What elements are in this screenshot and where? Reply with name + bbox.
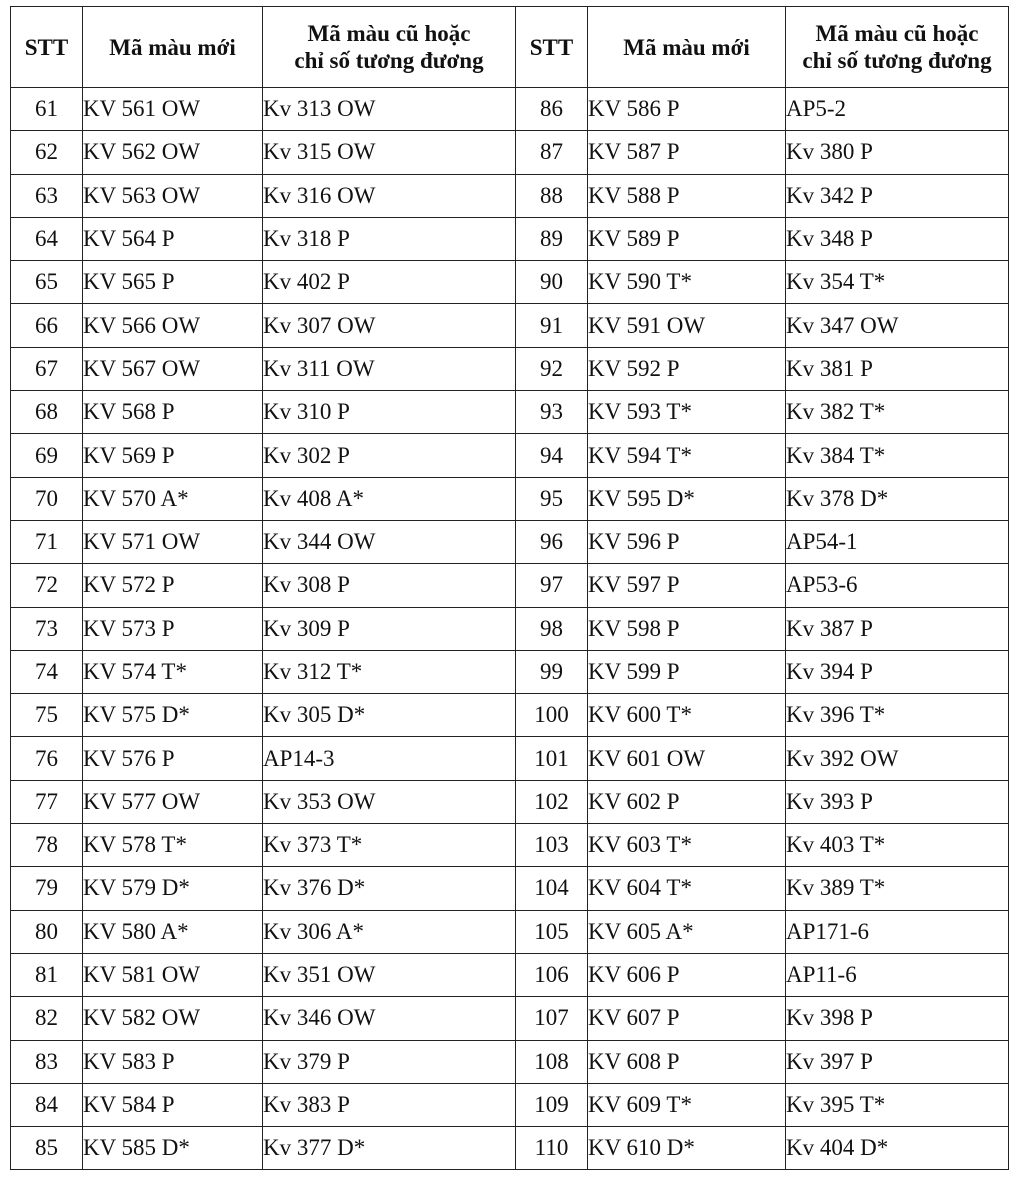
old-code-cell-right: Kv 394 P [786, 650, 1009, 693]
table-row [11, 997, 1009, 1040]
new-code-cell-left: KV 575 D* [83, 694, 263, 737]
old-code-cell-left: Kv 344 OW [263, 520, 516, 563]
new-code-cell-left: KV 583 P [83, 1040, 263, 1083]
table-header-row [11, 7, 1009, 88]
stt-cell-right: 96 [516, 520, 588, 563]
new-code-cell-left: KV 581 OW [83, 953, 263, 996]
table-row [11, 910, 1009, 953]
new-code-cell-right: KV 606 P [588, 953, 786, 996]
new-code-cell-right: KV 602 P [588, 780, 786, 823]
stt-cell-left: 85 [11, 1127, 83, 1170]
old-code-cell-right: Kv 396 T* [786, 694, 1009, 737]
stt-cell-right: 107 [516, 997, 588, 1040]
old-code-cell-left: Kv 306 A* [263, 910, 516, 953]
header-stt-right: STT [516, 7, 588, 88]
stt-cell-left: 62 [11, 131, 83, 174]
old-code-cell-left: Kv 308 P [263, 564, 516, 607]
new-code-cell-right: KV 600 T* [588, 694, 786, 737]
color-code-table [10, 6, 1009, 1170]
header-old-code-line1: Mã màu cũ hoặc [815, 21, 979, 46]
stt-cell-right: 90 [516, 261, 588, 304]
table-row [11, 304, 1009, 347]
old-code-cell-right: Kv 387 P [786, 607, 1009, 650]
new-code-cell-right: KV 603 T* [588, 824, 786, 867]
stt-cell-left: 72 [11, 564, 83, 607]
old-code-cell-left: Kv 315 OW [263, 131, 516, 174]
header-stt-left: STT [11, 7, 83, 88]
stt-cell-right: 109 [516, 1083, 588, 1126]
table-row [11, 434, 1009, 477]
new-code-cell-left: KV 571 OW [83, 520, 263, 563]
new-code-cell-left: KV 568 P [83, 391, 263, 434]
stt-cell-left: 70 [11, 477, 83, 520]
new-code-cell-right: KV 587 P [588, 131, 786, 174]
stt-cell-left: 84 [11, 1083, 83, 1126]
new-code-cell-left: KV 578 T* [83, 824, 263, 867]
table-row [11, 131, 1009, 174]
new-code-cell-right: KV 596 P [588, 520, 786, 563]
new-code-cell-right: KV 594 T* [588, 434, 786, 477]
new-code-cell-left: KV 567 OW [83, 347, 263, 390]
table-row [11, 347, 1009, 390]
new-code-cell-left: KV 577 OW [83, 780, 263, 823]
stt-cell-right: 98 [516, 607, 588, 650]
table-row [11, 261, 1009, 304]
old-code-cell-left: Kv 373 T* [263, 824, 516, 867]
new-code-cell-right: KV 610 D* [588, 1127, 786, 1170]
new-code-cell-right: KV 598 P [588, 607, 786, 650]
old-code-cell-left: Kv 309 P [263, 607, 516, 650]
new-code-cell-left: KV 582 OW [83, 997, 263, 1040]
header-old-code-line2: chỉ số tương đương [802, 48, 992, 73]
table-row [11, 564, 1009, 607]
header-new-code-left: Mã màu mới [83, 7, 263, 88]
stt-cell-left: 73 [11, 607, 83, 650]
new-code-cell-left: KV 584 P [83, 1083, 263, 1126]
old-code-cell-left: Kv 379 P [263, 1040, 516, 1083]
table-row [11, 1040, 1009, 1083]
stt-cell-left: 71 [11, 520, 83, 563]
stt-cell-left: 61 [11, 88, 83, 131]
table-row [11, 520, 1009, 563]
stt-cell-left: 79 [11, 867, 83, 910]
stt-cell-right: 86 [516, 88, 588, 131]
old-code-cell-right: Kv 389 T* [786, 867, 1009, 910]
old-code-cell-left: Kv 402 P [263, 261, 516, 304]
new-code-cell-right: KV 608 P [588, 1040, 786, 1083]
stt-cell-left: 67 [11, 347, 83, 390]
stt-cell-left: 63 [11, 174, 83, 217]
stt-cell-right: 105 [516, 910, 588, 953]
new-code-cell-left: KV 573 P [83, 607, 263, 650]
new-code-cell-right: KV 605 A* [588, 910, 786, 953]
new-code-cell-left: KV 569 P [83, 434, 263, 477]
old-code-cell-left: AP14-3 [263, 737, 516, 780]
stt-cell-right: 93 [516, 391, 588, 434]
new-code-cell-left: KV 565 P [83, 261, 263, 304]
table-row [11, 780, 1009, 823]
table-row [11, 953, 1009, 996]
old-code-cell-left: Kv 376 D* [263, 867, 516, 910]
old-code-cell-right: Kv 380 P [786, 131, 1009, 174]
old-code-cell-right: AP11-6 [786, 953, 1009, 996]
new-code-cell-left: KV 574 T* [83, 650, 263, 693]
new-code-cell-left: KV 579 D* [83, 867, 263, 910]
stt-cell-left: 78 [11, 824, 83, 867]
stt-cell-left: 74 [11, 650, 83, 693]
new-code-cell-left: KV 562 OW [83, 131, 263, 174]
new-code-cell-right: KV 609 T* [588, 1083, 786, 1126]
old-code-cell-right: Kv 395 T* [786, 1083, 1009, 1126]
stt-cell-left: 76 [11, 737, 83, 780]
stt-cell-left: 81 [11, 953, 83, 996]
new-code-cell-right: KV 599 P [588, 650, 786, 693]
old-code-cell-left: Kv 310 P [263, 391, 516, 434]
stt-cell-right: 100 [516, 694, 588, 737]
table-row [11, 694, 1009, 737]
stt-cell-right: 110 [516, 1127, 588, 1170]
old-code-cell-right: AP171-6 [786, 910, 1009, 953]
old-code-cell-right: AP5-2 [786, 88, 1009, 131]
old-code-cell-left: Kv 408 A* [263, 477, 516, 520]
stt-cell-right: 87 [516, 131, 588, 174]
old-code-cell-left: Kv 313 OW [263, 88, 516, 131]
old-code-cell-right: Kv 384 T* [786, 434, 1009, 477]
new-code-cell-left: KV 572 P [83, 564, 263, 607]
old-code-cell-left: Kv 353 OW [263, 780, 516, 823]
new-code-cell-right: KV 588 P [588, 174, 786, 217]
new-code-cell-left: KV 570 A* [83, 477, 263, 520]
table-row [11, 650, 1009, 693]
table-row [11, 607, 1009, 650]
old-code-cell-right: Kv 393 P [786, 780, 1009, 823]
header-old-code-line1: Mã màu cũ hoặc [307, 21, 471, 46]
stt-cell-left: 65 [11, 261, 83, 304]
old-code-cell-right: Kv 392 OW [786, 737, 1009, 780]
stt-cell-right: 97 [516, 564, 588, 607]
table-row [11, 88, 1009, 131]
old-code-cell-left: Kv 318 P [263, 217, 516, 260]
new-code-cell-right: KV 593 T* [588, 391, 786, 434]
new-code-cell-right: KV 604 T* [588, 867, 786, 910]
table-row [11, 737, 1009, 780]
stt-cell-right: 92 [516, 347, 588, 390]
new-code-cell-left: KV 564 P [83, 217, 263, 260]
stt-cell-right: 108 [516, 1040, 588, 1083]
stt-cell-right: 106 [516, 953, 588, 996]
old-code-cell-left: Kv 377 D* [263, 1127, 516, 1170]
new-code-cell-right: KV 595 D* [588, 477, 786, 520]
table-row [11, 824, 1009, 867]
new-code-cell-right: KV 601 OW [588, 737, 786, 780]
old-code-cell-right: Kv 381 P [786, 347, 1009, 390]
new-code-cell-right: KV 591 OW [588, 304, 786, 347]
table-row [11, 477, 1009, 520]
table-row [11, 1083, 1009, 1126]
new-code-cell-left: KV 576 P [83, 737, 263, 780]
old-code-cell-right: Kv 403 T* [786, 824, 1009, 867]
old-code-cell-left: Kv 302 P [263, 434, 516, 477]
stt-cell-right: 88 [516, 174, 588, 217]
old-code-cell-left: Kv 305 D* [263, 694, 516, 737]
stt-cell-left: 82 [11, 997, 83, 1040]
table-row [11, 217, 1009, 260]
old-code-cell-left: Kv 307 OW [263, 304, 516, 347]
header-old-code-line2: chỉ số tương đương [294, 48, 484, 73]
stt-cell-left: 66 [11, 304, 83, 347]
stt-cell-right: 102 [516, 780, 588, 823]
old-code-cell-left: Kv 346 OW [263, 997, 516, 1040]
old-code-cell-left: Kv 383 P [263, 1083, 516, 1126]
stt-cell-left: 75 [11, 694, 83, 737]
old-code-cell-right: Kv 382 T* [786, 391, 1009, 434]
stt-cell-right: 101 [516, 737, 588, 780]
header-old-code-left [263, 7, 516, 88]
old-code-cell-right: Kv 378 D* [786, 477, 1009, 520]
table-row [11, 174, 1009, 217]
old-code-cell-right: Kv 397 P [786, 1040, 1009, 1083]
stt-cell-right: 91 [516, 304, 588, 347]
old-code-cell-left: Kv 351 OW [263, 953, 516, 996]
stt-cell-left: 83 [11, 1040, 83, 1083]
new-code-cell-right: KV 607 P [588, 997, 786, 1040]
old-code-cell-right: Kv 398 P [786, 997, 1009, 1040]
table-row [11, 867, 1009, 910]
stt-cell-right: 99 [516, 650, 588, 693]
header-old-code-right [786, 7, 1009, 88]
table-row [11, 391, 1009, 434]
new-code-cell-right: KV 590 T* [588, 261, 786, 304]
new-code-cell-left: KV 580 A* [83, 910, 263, 953]
new-code-cell-left: KV 561 OW [83, 88, 263, 131]
new-code-cell-right: KV 586 P [588, 88, 786, 131]
old-code-cell-right: Kv 347 OW [786, 304, 1009, 347]
new-code-cell-right: KV 592 P [588, 347, 786, 390]
stt-cell-right: 95 [516, 477, 588, 520]
table-row [11, 1127, 1009, 1170]
color-code-table-page [10, 6, 1008, 1186]
old-code-cell-left: Kv 312 T* [263, 650, 516, 693]
new-code-cell-left: KV 585 D* [83, 1127, 263, 1170]
old-code-cell-right: Kv 348 P [786, 217, 1009, 260]
stt-cell-right: 104 [516, 867, 588, 910]
stt-cell-right: 94 [516, 434, 588, 477]
old-code-cell-right: Kv 342 P [786, 174, 1009, 217]
stt-cell-left: 69 [11, 434, 83, 477]
new-code-cell-right: KV 597 P [588, 564, 786, 607]
stt-cell-left: 64 [11, 217, 83, 260]
table-body [11, 88, 1009, 1170]
new-code-cell-right: KV 589 P [588, 217, 786, 260]
old-code-cell-right: AP54-1 [786, 520, 1009, 563]
new-code-cell-left: KV 566 OW [83, 304, 263, 347]
old-code-cell-right: AP53-6 [786, 564, 1009, 607]
stt-cell-right: 89 [516, 217, 588, 260]
old-code-cell-left: Kv 316 OW [263, 174, 516, 217]
stt-cell-left: 80 [11, 910, 83, 953]
stt-cell-right: 103 [516, 824, 588, 867]
stt-cell-left: 77 [11, 780, 83, 823]
new-code-cell-left: KV 563 OW [83, 174, 263, 217]
header-new-code-right: Mã màu mới [588, 7, 786, 88]
stt-cell-left: 68 [11, 391, 83, 434]
old-code-cell-right: Kv 354 T* [786, 261, 1009, 304]
old-code-cell-right: Kv 404 D* [786, 1127, 1009, 1170]
old-code-cell-left: Kv 311 OW [263, 347, 516, 390]
